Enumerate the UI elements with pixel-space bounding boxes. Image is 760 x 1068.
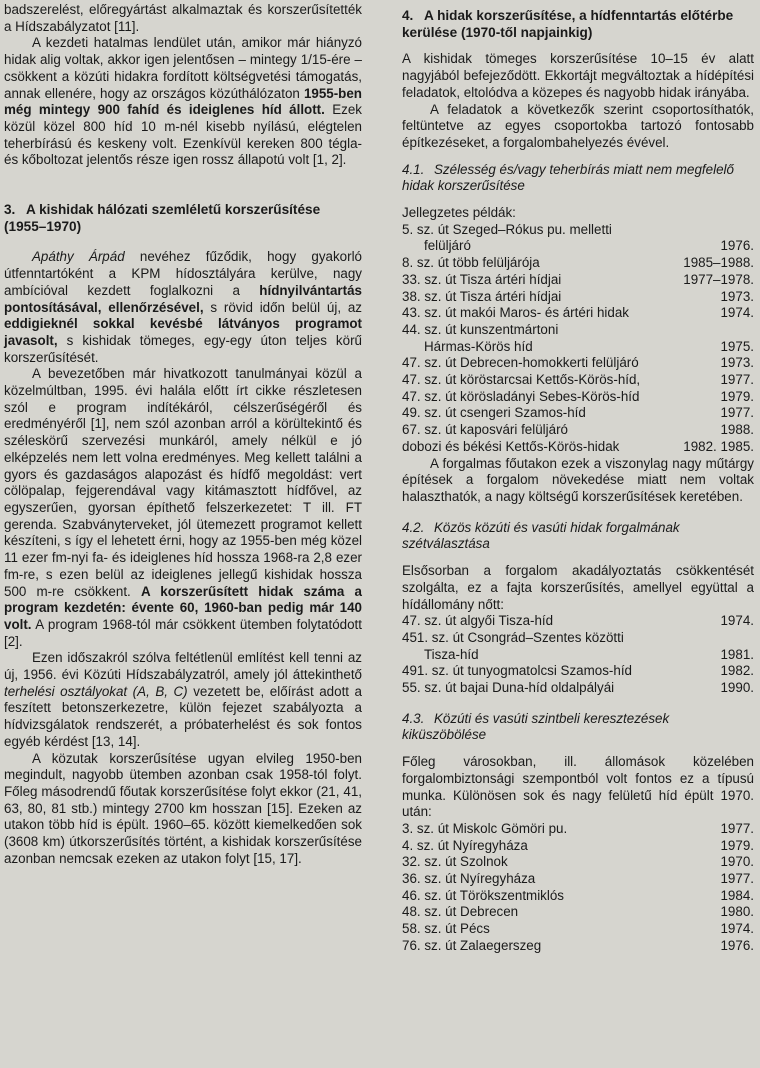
list-item — [402, 222, 754, 239]
list-item — [402, 405, 754, 422]
list-item-continuation — [402, 238, 754, 255]
subsection-heading — [402, 520, 754, 553]
list-item-year: 1982. — [720, 663, 754, 679]
list-item — [402, 355, 754, 372]
paragraph — [4, 35, 362, 169]
subsection-heading — [402, 711, 754, 744]
section-heading — [402, 8, 754, 41]
list-item-year: 1988. — [720, 422, 754, 438]
text-run: A kezdeti hatalmas lendület után, amikor már hiányzó hidak alig voltak, akkor igen jelentősen – mintegy 1/15-ére – csökkent a közúti hidakra fordított költségvetési támogatás, annak ellenére, hogy az országos közúthálózaton — [4, 35, 362, 101]
list-item-text: 3. sz. út Miskolc Gömöri pu. — [402, 820, 568, 836]
list-item-text: 48. sz. út Debrecen — [402, 904, 519, 920]
list-intro: Jellegzetes példák: — [402, 205, 516, 221]
list-item-text: 5. sz. út Szeged–Rókus pu. melletti — [402, 221, 612, 237]
text-run: vezetett be, előírást adott a feszített betonszerkezetre, külön fejezet szabályozta a hídvizsgálatok rendszerét, a próbaterhelést és sok fontos egyéb kérdést [13, 14]. — [4, 683, 362, 749]
list-item-text: 47. sz. út algyői Tisza-híd — [402, 613, 554, 629]
text-run: Ezek közül közel 800 híd 10 m-nél kisebb nyílású, elégtelen teherbírású és keskeny volt. Ezenkívül kereken 800 tégla- és kőboltozat jelentős része igen rossz állapotú volt [1, 2]. — [4, 102, 362, 168]
list-item — [402, 389, 754, 406]
list-item-text: 47. sz. út Debrecen-homokkerti felüljáró — [402, 355, 639, 371]
subsection-title: Közös közúti és vasúti hidak forgalmának szétválasztása — [402, 519, 680, 552]
list-item-year: 1973. — [720, 288, 754, 304]
list-item-text: 47. sz. út köröstarcsai Kettős-Körös-híd, — [402, 372, 641, 388]
list-item-text: Hármas-Körös híd — [424, 338, 533, 354]
list-item-year: 1979. — [720, 837, 754, 853]
list-item — [402, 838, 754, 855]
section-heading — [4, 202, 362, 235]
list-item — [402, 289, 754, 306]
text-run: nevéhez fűződik, hogy gyakorló útfenntartóként a KPM hídosztályára kerülve, nagy ambícióval kezdett foglalkozni a — [4, 249, 362, 298]
list-item-text: dobozi és békési Kettős-Körös-hidak — [402, 438, 620, 454]
list-item — [402, 921, 754, 938]
list-item-year: 1977–1978. — [683, 271, 754, 287]
list-item-year: 1976. — [720, 238, 754, 254]
list-item-text: 36. sz. út Nyíregyháza — [402, 871, 536, 887]
list-item — [402, 904, 754, 921]
list-item-year: 1982. 1985. — [683, 438, 754, 454]
list-item-year: 1977. — [720, 372, 754, 388]
text-run: Ezen időszakról szólva feltétlenül említést kell tenni az új, 1956. évi Közúti Hídszabályzatról, amely jól áttekinthető — [4, 650, 362, 683]
section-title: A hidak korszerűsítése, a hídfenntartás előtérbe kerülése (1970-től napjainkig) — [402, 8, 734, 40]
list-item — [402, 888, 754, 905]
list-item-text: 8. sz. út több felüljárója — [402, 255, 540, 271]
section-number: 3. — [4, 202, 16, 218]
emphasis-text: A korszerűsített hidak száma a program kezdetén: évente 60, 1960-ban pedig már 140 volt. — [4, 583, 362, 632]
list-item-year: 1977. — [720, 405, 754, 421]
list-item-text: 49. sz. út csengeri Szamos-híd — [402, 405, 586, 421]
list-item-text: 44. sz. út kunszentmártoni — [402, 321, 559, 337]
list-item-year: 1970. — [720, 854, 754, 870]
list-item-year: 1973. — [720, 355, 754, 371]
list-item — [402, 630, 754, 647]
list-item — [402, 422, 754, 439]
list-item-text: 32. sz. út Szolnok — [402, 854, 508, 870]
list-item-text: 38. sz. út Tisza ártéri hídjai — [402, 288, 562, 304]
subsection-heading — [402, 162, 754, 195]
list-item-text: 58. sz. út Pécs — [402, 921, 490, 937]
list-item-text: 46. sz. út Törökszentmiklós — [402, 887, 564, 903]
list-item-year: 1985–1988. — [683, 255, 754, 271]
list-item-year: 1980. — [720, 904, 754, 920]
list-item-year: 1981. — [720, 646, 754, 662]
subsection-title: Közúti és vasúti szintbeli keresztezések kiküszöbölése — [402, 710, 670, 743]
text-run: A program 1968-tól már csökkent ütemben folytatódott [2]. — [4, 616, 362, 649]
list-item-continuation — [402, 339, 754, 356]
example-list — [402, 222, 754, 456]
section-number: 4. — [402, 8, 414, 23]
emphasis-text: hídnyilvántartás pontosításával, ellenőrzésével, — [4, 282, 362, 315]
list-item — [402, 439, 754, 456]
list-item — [402, 272, 754, 289]
text-run: s rövid időn belül új, az — [203, 299, 362, 315]
list-item — [402, 854, 754, 871]
left-column — [4, 2, 362, 867]
paragraph — [4, 249, 362, 366]
list-item-continuation — [402, 647, 754, 664]
list-item-text: 47. sz. út körösladányi Sebes-Körös-híd — [402, 388, 640, 404]
list-item-year: 1974. — [720, 921, 754, 937]
subsection-number: 4.1. — [402, 161, 425, 177]
list-item-year: 1990. — [720, 680, 754, 696]
list-item — [402, 372, 754, 389]
paragraph — [4, 366, 362, 650]
paragraph — [4, 650, 362, 750]
list-item-text: 491. sz. út tunyogmatolcsi Szamos-híd — [402, 663, 632, 679]
list-item-text: felüljáró — [424, 238, 471, 254]
list-item-year: 1977. — [720, 820, 754, 836]
paragraph: Elsősorban a forgalom akadályoztatás csökkentését szolgálta, ez a fajta korszerűsítés, amellyel együttal a hídállomány nőtt: — [402, 563, 754, 612]
list-item — [402, 322, 754, 339]
list-item-year: 1974. — [720, 613, 754, 629]
subsection-number: 4.3. — [402, 710, 425, 726]
paragraph: A forgalmas főutakon ezek a viszonylag nagy műtárgy építések a forgalom növekedése miatt nem voltak halaszthatók, a nagy költségű korszerűsítések keretében. — [402, 455, 754, 504]
subsection-number: 4.2. — [402, 519, 425, 535]
right-column — [402, 2, 754, 955]
paragraph: A kishidak tömeges korszerűsítése 10–15 év alatt nagyjából befejeződött. Ekkortájt megváltoztak a hídépítési feladatok, eltolódva a közepes és nagyobb hidak irányába. — [402, 51, 754, 100]
list-item-year: 1979. — [720, 388, 754, 404]
list-item — [402, 821, 754, 838]
text-run: s kishidak tömeges, egy-egy úton teljes körű korszerűsítését. — [4, 332, 362, 365]
list-item-text: 43. sz. út makói Maros- és ártéri hidak — [402, 305, 629, 321]
list-item-text: 76. sz. út Zalaegerszeg — [402, 937, 542, 953]
list-item — [402, 255, 754, 272]
italic-text: terhelési osztályokat (A, B, C) — [4, 683, 188, 699]
list-item — [402, 680, 754, 697]
list-item-year: 1974. — [720, 305, 754, 321]
paragraph: A közutak korszerűsítése ugyan elvileg 1950-ben megindult, nagyobb ütemben azonban csak 1958-tól folyt. Főleg másodrendű főutak korszerűsítése folyt ekkor (21, 41, 63, 80, 81 stb.) mintegy 2700 km hosszan [15]. Ezeken az utakon több híd is épült. 1960–65. között kiemelkedően sok (3608 km) útkorszerűsítés történt, a kishidak korszerűsítése azonban nemcsak ezeken az utakon folyt [15, 17]. — [4, 750, 362, 866]
text-run: A bevezetőben már hivatkozott tanulmányai közül a közelmúltban, 1995. évi halála előtt írt cikke részletesen szól e program indítékáról, célszerűségéről és eredményéről [1], nem szól azonban arról a körültekintő és széleskörű szervezési munkáról, amely nélkül e jó elképzelés nem lett volna eredményes. Meg kellett találni a gyors és gazdaságos alapozást és hídfő megoldást: vert cölöpalap, fejgerendával vagy kitámasztott hídfővel, az egyszerűen, gyorsan építhető felszerkezetet: T ill. FT gerenda. Szabványterveket, jól ütemezett programot kellett készíteni, s így el lehetett érni, hogy az 1955-ben még közel 11 ezer fm-nyi fa- és ideiglenes híd hossza 1968-ra 2,8 ezer fm-re, s ezen belül az ideiglenes jellegű kishidak hossza 500 m-re csökkent. — [4, 366, 362, 599]
list-item — [402, 305, 754, 322]
list-item-text: 33. sz. út Tisza ártéri hídjai — [402, 271, 562, 287]
paragraph: A feladatok a következők szerint csoportosíthatók, feltüntetve az egyes csoportokba tartozó fontosabb építkezéseket, a forgalombahelyezés évével. — [402, 101, 754, 150]
list-item-year: 1975. — [720, 338, 754, 354]
list-item-year: 1977. — [720, 871, 754, 887]
list-item-text: 4. sz. út Nyíregyháza — [402, 837, 528, 853]
list-item — [402, 871, 754, 888]
section-title: A kishidak hálózati szemléletű korszerűsítése (1955–1970) — [4, 202, 321, 234]
paragraph: Főleg városokban, ill. állomások közelében forgalombiztonsági szempontból volt fontos ez a típusú munka. Különösen sok és nagy felületű híd épült 1970. után: — [402, 754, 754, 820]
emphasis-text: 1955-ben még mintegy 900 fahíd és ideiglenes híd állott. — [4, 85, 362, 118]
list-item-year: 1976. — [720, 937, 754, 953]
list-item — [402, 663, 754, 680]
person-name: Apáthy Árpád — [32, 249, 125, 265]
list-item — [402, 938, 754, 955]
list-item-text: Tisza-híd — [424, 646, 479, 662]
list-item — [402, 613, 754, 630]
example-list — [402, 821, 754, 955]
list-item-text: 451. sz. út Csongrád–Szentes közötti — [402, 629, 624, 645]
list-item-text: 67. sz. út kaposvári felüljáró — [402, 422, 568, 438]
example-list — [402, 613, 754, 697]
emphasis-text: eddigieknél sokkal kevésbé látványos programot javasolt, — [4, 316, 362, 348]
list-item-text: 55. sz. út bajai Duna-híd oldalpályái — [402, 680, 615, 696]
list-item-year: 1984. — [720, 887, 754, 903]
subsection-title: Szélesség és/vagy teherbírás miatt nem megfelelő hidak korszerűsítése — [402, 161, 734, 194]
paragraph: badszerelést, előregyártást alkalmaztak és korszerűsítették a Hídszabályzatot [11]. — [4, 2, 362, 34]
